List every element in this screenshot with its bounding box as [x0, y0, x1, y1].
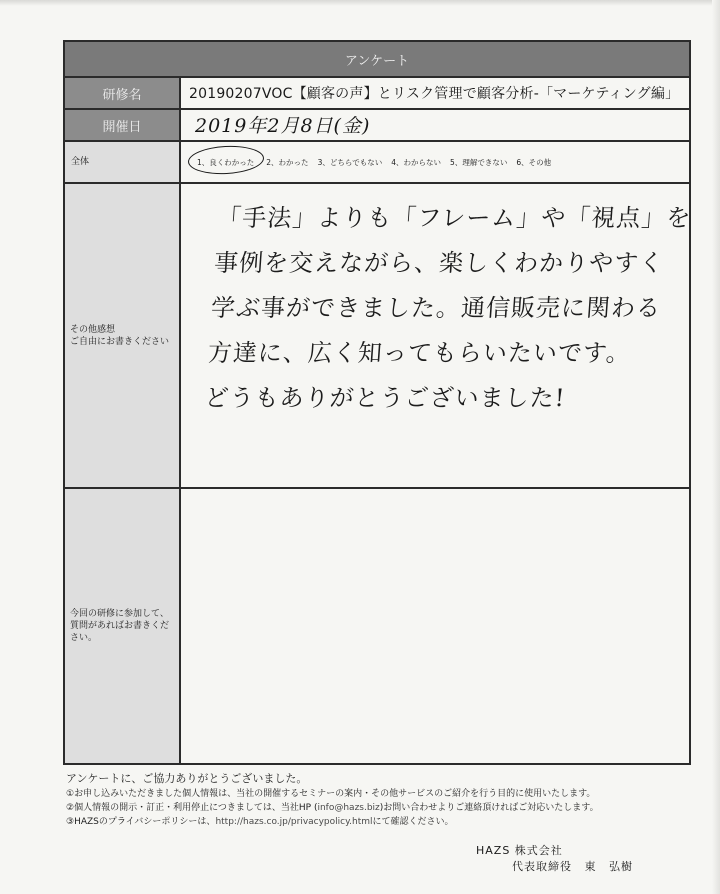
note-3 [66, 815, 599, 829]
course-label: 研修名 [65, 78, 181, 108]
rating-option-1-label: 1、良くわかった [197, 157, 255, 167]
rating-option-4[interactable]: 4、わからない [391, 157, 442, 167]
overall-row [65, 142, 689, 184]
overall-label: 全体 [65, 142, 181, 182]
privacy-notes [66, 787, 599, 829]
comments-row [65, 184, 693, 489]
questions-answer-area[interactable] [183, 489, 689, 763]
note-2 [66, 801, 599, 815]
email-link[interactable]: info@hazs.biz [317, 803, 380, 813]
handwriting-line-1: 「手法」よりも「フレーム」や「視点」を [216, 204, 693, 232]
rating-option-3[interactable]: 3、どちらでもない [317, 157, 383, 167]
course-value: 20190207VOC【顧客の声】とリスク管理で顧客分析-「マーケティング編」 [189, 86, 680, 102]
comments-handwriting[interactable] [203, 196, 699, 421]
scan-edge-top [0, 0, 720, 6]
note-1: ①お申し込みいただきました個人情報は、当社の開催するセミナーの案内・その他サービスのご紹介を行う目的に使用いたします。 [66, 789, 596, 799]
comments-label-line-1: その他感想 [70, 324, 116, 335]
selected-circle-mark [187, 144, 264, 176]
date-handwritten: 2019年2月8日(金) [195, 115, 371, 137]
comments-label-line-2: ご自由にお書きください [70, 336, 170, 347]
form-title: アンケート [65, 42, 689, 78]
note-2-end: )お問い合わせよりご連絡頂ければご対応いたします。 [379, 803, 599, 813]
note-3-end: にて確認ください。 [372, 817, 454, 827]
questions-row [65, 489, 689, 763]
company-name: HAZS 株式会社 [476, 844, 563, 857]
representative-name: 代表取締役 東 弘樹 [512, 860, 633, 873]
questions-label-line-3: さい。 [70, 633, 98, 643]
note-2-start: ②個人情報の開示・訂正・利用停止につきましては、当社HP ( [66, 803, 318, 813]
handwriting-line-5: どうもありがとうございました! [203, 384, 567, 412]
questions-label-line-1: 今回の研修に参加して、 [70, 609, 169, 619]
handwriting-line-3: 学ぶ事ができました。通信販売に関わる [210, 294, 663, 322]
date-row [65, 110, 689, 142]
rating-option-5[interactable]: 5、理解できない [450, 157, 508, 167]
handwriting-line-2: 事例を交えながら、楽しくわかりやすく [213, 249, 666, 277]
scan-edge-right [712, 0, 720, 894]
note-3-start: ③HAZSのプライバシーポリシーは、 [66, 817, 216, 827]
handwriting-line-4: 方達に、広く知ってもらいたいです。 [206, 339, 632, 367]
course-row [65, 78, 689, 110]
questions-label-line-2: 質問があればお書きくだ [70, 621, 170, 631]
rating-options [185, 142, 685, 182]
thanks-message: アンケートに、ご協力ありがとうございました。 [66, 772, 308, 785]
rating-option-1[interactable] [197, 157, 254, 168]
questions-label [65, 489, 181, 763]
rating-option-2[interactable]: 2、わかった [266, 157, 309, 167]
survey-form [63, 40, 691, 765]
date-label: 開催日 [65, 110, 181, 140]
rating-option-6[interactable]: 6、その他 [516, 157, 552, 167]
privacy-policy-link[interactable]: http://hazs.co.jp/privacypolicy.html [215, 817, 373, 827]
comments-label [65, 184, 181, 487]
